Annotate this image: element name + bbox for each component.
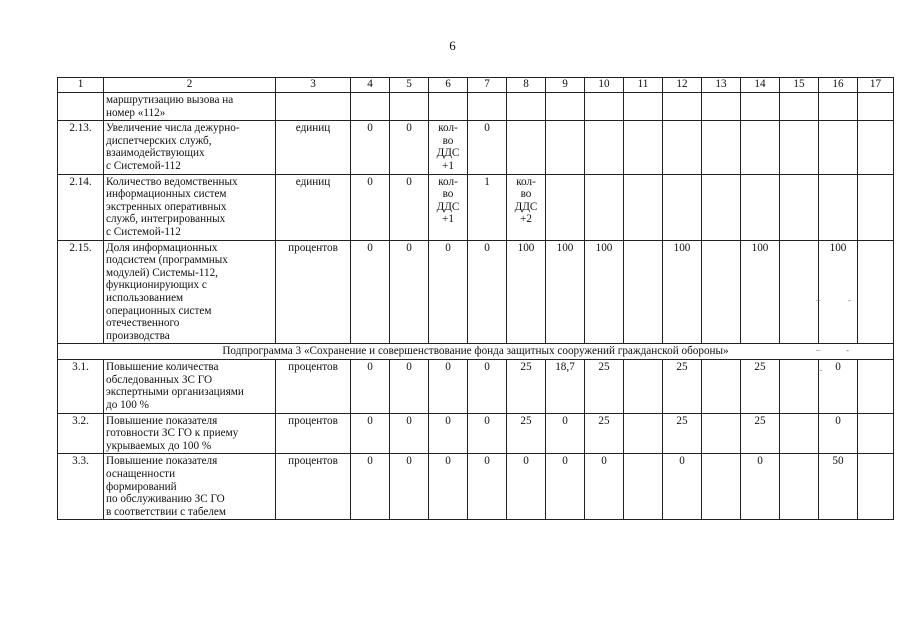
unit-cell: единиц: [276, 121, 351, 174]
value-cell: [468, 93, 507, 121]
value-cell: 100: [546, 240, 585, 344]
value-cell: 1: [468, 174, 507, 240]
unit-cell: [276, 93, 351, 121]
value-cell: [624, 454, 663, 520]
value-cell: [780, 93, 819, 121]
value-cell: [390, 93, 429, 121]
table-row: [58, 174, 894, 240]
value-cell: [663, 121, 702, 174]
value-cell: [351, 93, 390, 121]
value-cell: 0: [351, 240, 390, 344]
scan-mark: –: [818, 365, 823, 375]
value-cell: 0: [468, 240, 507, 344]
column-number-cell: 10: [585, 78, 624, 93]
page-number: 6: [449, 38, 456, 53]
column-number-cell: 14: [741, 78, 780, 93]
column-number-cell: 16: [819, 78, 858, 93]
value-cell: [585, 121, 624, 174]
value-cell: [585, 174, 624, 240]
indicator-name-line: обследованных ЗС ГО: [106, 373, 213, 386]
value-cell: 0: [390, 174, 429, 240]
value-cell: [858, 413, 894, 454]
subprogram-row: [58, 344, 894, 360]
column-number-row: [58, 78, 894, 93]
indicator-name-line: подсистем (программных: [106, 254, 228, 267]
indicator-name-line: маршрутизацию вызова на: [106, 94, 234, 106]
value-cell: 100: [663, 240, 702, 344]
value-cell: [819, 174, 858, 240]
value-cell: 0: [390, 121, 429, 174]
table-row: [58, 360, 894, 413]
table-row: [58, 454, 894, 520]
value-cell: 100: [507, 240, 546, 344]
value-cell: 25: [507, 360, 546, 413]
indicator-number: 2.14.: [58, 174, 104, 240]
value-cell: 0: [429, 454, 468, 520]
value-cell: 25: [585, 413, 624, 454]
value-cell: [624, 121, 663, 174]
indicator-name-line: формирований: [106, 480, 177, 493]
value-cell: 0: [351, 360, 390, 413]
column-number-cell: 1: [58, 78, 104, 93]
value-cell: 0: [351, 121, 390, 174]
unit-cell: процентов: [276, 360, 351, 413]
value-cell: [780, 454, 819, 520]
value-cell: [507, 93, 546, 121]
value-cell: 25: [585, 360, 624, 413]
indicator-table: [57, 77, 894, 520]
column-number-cell: 8: [507, 78, 546, 93]
value-cell: 25: [507, 413, 546, 454]
value-cell: 0: [741, 454, 780, 520]
indicator-name-line: Повышение количества: [106, 361, 219, 374]
value-cell: [546, 121, 585, 174]
scan-mark: –: [816, 295, 821, 305]
value-cell: 0: [390, 413, 429, 454]
value-cell: [858, 360, 894, 413]
scan-mark: –: [816, 345, 821, 355]
indicator-name-line: производства: [106, 329, 170, 342]
value-cell: кол- во ДДС +1: [429, 174, 468, 240]
indicator-name-line: служб, интегрированных: [106, 213, 226, 226]
indicator-name-line: функционирующих с: [106, 279, 207, 292]
indicator-name-line: Повышение показателя: [106, 414, 218, 427]
table-row: [58, 93, 894, 121]
indicator-name-line: Количество ведомственных: [106, 175, 238, 188]
value-cell: кол- во ДДС +1: [429, 121, 468, 174]
scan-mark: -: [848, 295, 851, 305]
indicator-name-line: экстренных оперативных: [106, 200, 227, 213]
value-cell: [585, 93, 624, 121]
value-cell: [741, 174, 780, 240]
column-number-cell: 11: [624, 78, 663, 93]
value-cell: 100: [741, 240, 780, 344]
indicator-name-line: отечественного: [106, 317, 180, 330]
value-cell: 0: [663, 454, 702, 520]
value-cell: [702, 240, 741, 344]
value-cell: [546, 93, 585, 121]
value-cell: 0: [351, 454, 390, 520]
column-number-cell: 2: [104, 78, 276, 93]
value-cell: [780, 121, 819, 174]
value-cell: 25: [741, 413, 780, 454]
unit-cell: процентов: [276, 413, 351, 454]
value-cell: 0: [429, 360, 468, 413]
value-cell: [624, 360, 663, 413]
value-cell: 0: [546, 454, 585, 520]
value-cell: [663, 93, 702, 121]
value-cell: 0: [468, 454, 507, 520]
column-number-cell: 12: [663, 78, 702, 93]
value-cell: 0: [390, 360, 429, 413]
indicator-name: [104, 413, 276, 454]
value-cell: 0: [468, 360, 507, 413]
indicator-number: 2.15.: [58, 240, 104, 344]
indicator-name-line: с Системой-112: [106, 159, 181, 172]
value-cell: 25: [663, 413, 702, 454]
indicator-name-line: диспетчерских служб,: [106, 134, 212, 147]
value-cell: 0: [390, 240, 429, 344]
indicator-name-line: информационных систем: [106, 188, 227, 201]
indicator-number: 2.13.: [58, 121, 104, 174]
value-cell: 0: [468, 413, 507, 454]
value-cell: [858, 454, 894, 520]
indicator-name: [104, 174, 276, 240]
value-cell: [741, 121, 780, 174]
indicator-name-line: в соответствии с табелем: [106, 505, 226, 518]
indicator-name: [104, 360, 276, 413]
value-cell: [780, 413, 819, 454]
value-cell: 0: [546, 413, 585, 454]
subprogram-title: Подпрограмма 3 «Сохранение и совершенствование фонда защитных сооружений гражданской обороны»: [58, 344, 894, 360]
value-cell: 18,7: [546, 360, 585, 413]
value-cell: 0: [429, 413, 468, 454]
unit-cell: процентов: [276, 454, 351, 520]
indicator-name-line: взаимодействующих: [106, 147, 205, 160]
indicator-name: [104, 93, 276, 121]
table-row: [58, 121, 894, 174]
value-cell: [702, 174, 741, 240]
value-cell: 25: [741, 360, 780, 413]
value-cell: [858, 240, 894, 344]
value-cell: [858, 93, 894, 121]
column-number-cell: 4: [351, 78, 390, 93]
value-cell: 0: [819, 360, 858, 413]
column-number-cell: 6: [429, 78, 468, 93]
table-body: [58, 78, 894, 520]
indicator-name-line: использованием: [106, 291, 184, 304]
value-cell: [819, 121, 858, 174]
table-row: [58, 240, 894, 344]
column-number-cell: 17: [858, 78, 894, 93]
value-cell: 50: [819, 454, 858, 520]
value-cell: 0: [468, 121, 507, 174]
value-cell: [858, 174, 894, 240]
value-cell: 25: [663, 360, 702, 413]
value-cell: 0: [585, 454, 624, 520]
column-number-cell: 3: [276, 78, 351, 93]
indicator-name-line: до 100 %: [106, 399, 149, 412]
value-cell: 0: [390, 454, 429, 520]
indicator-name: [104, 454, 276, 520]
value-cell: 0: [351, 174, 390, 240]
indicator-name-line: экспертными организациями: [106, 386, 244, 399]
indicator-name-line: Повышение показателя: [106, 455, 218, 468]
unit-cell: единиц: [276, 174, 351, 240]
indicator-name-line: Доля информационных: [106, 241, 218, 254]
value-cell: [780, 174, 819, 240]
indicator-name-line: укрываемых до 100 %: [106, 439, 212, 452]
column-number-cell: 15: [780, 78, 819, 93]
value-cell: 100: [819, 240, 858, 344]
indicator-name: [104, 121, 276, 174]
value-cell: [663, 174, 702, 240]
indicator-number: [58, 93, 104, 121]
value-cell: [507, 121, 546, 174]
value-cell: 100: [585, 240, 624, 344]
value-cell: [858, 121, 894, 174]
indicator-name-line: операционных систем: [106, 304, 212, 317]
indicator-number: 3.2.: [58, 413, 104, 454]
value-cell: [702, 413, 741, 454]
value-cell: [624, 174, 663, 240]
indicator-name-line: оснащенности: [106, 468, 176, 481]
scan-mark: -: [846, 345, 849, 355]
value-cell: [741, 93, 780, 121]
value-cell: [780, 360, 819, 413]
indicator-name-line: готовности ЗС ГО к приему: [106, 427, 239, 440]
indicator-name-line: номер «112»: [106, 106, 166, 119]
value-cell: [429, 93, 468, 121]
indicator-name-line: модулей) Системы-112,: [106, 266, 218, 279]
column-number-cell: 5: [390, 78, 429, 93]
value-cell: [624, 240, 663, 344]
indicator-name: [104, 240, 276, 344]
value-cell: [780, 240, 819, 344]
value-cell: [819, 93, 858, 121]
value-cell: [702, 360, 741, 413]
value-cell: 0: [819, 413, 858, 454]
indicator-name-line: с Системой-112: [106, 225, 181, 238]
column-number-cell: 9: [546, 78, 585, 93]
value-cell: [702, 93, 741, 121]
value-cell: [546, 174, 585, 240]
indicator-name-line: по обслуживанию ЗС ГО: [106, 493, 225, 506]
value-cell: [624, 413, 663, 454]
value-cell: 0: [351, 413, 390, 454]
value-cell: кол- во ДДС +2: [507, 174, 546, 240]
table-row: [58, 413, 894, 454]
value-cell: [702, 121, 741, 174]
unit-cell: процентов: [276, 240, 351, 344]
value-cell: 0: [507, 454, 546, 520]
value-cell: [702, 454, 741, 520]
column-number-cell: 7: [468, 78, 507, 93]
value-cell: 0: [429, 240, 468, 344]
column-number-cell: 13: [702, 78, 741, 93]
value-cell: [624, 93, 663, 121]
indicator-number: 3.3.: [58, 454, 104, 520]
indicator-number: 3.1.: [58, 360, 104, 413]
indicator-name-line: Увеличение числа дежурно-: [106, 122, 240, 135]
